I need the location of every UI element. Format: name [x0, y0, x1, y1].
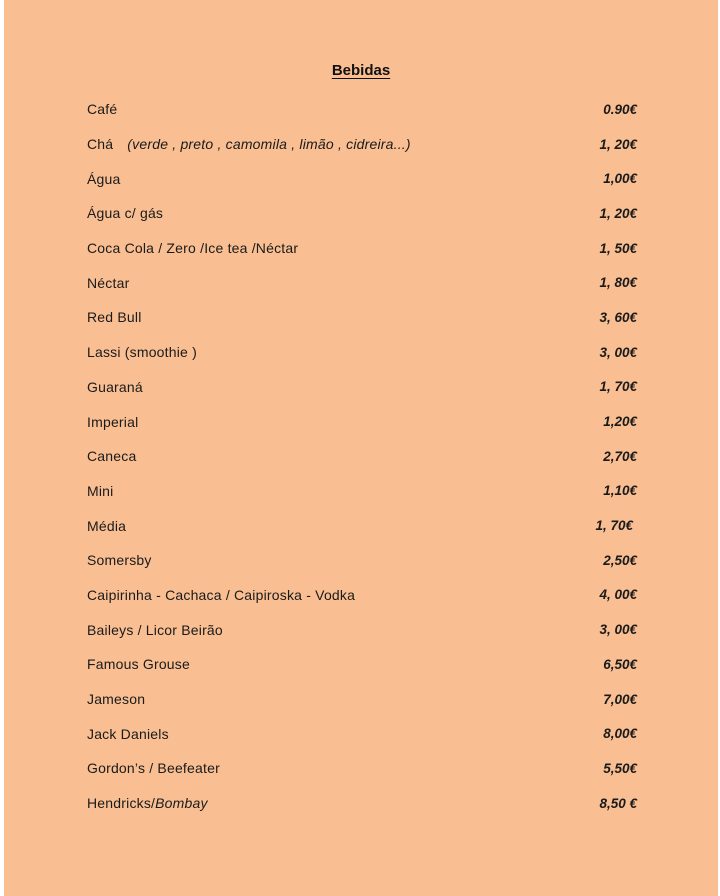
- item-price: 3, 00€: [599, 622, 637, 638]
- list-item: [87, 474, 637, 509]
- list-item: [87, 543, 637, 578]
- menu-title: Bebidas: [331, 62, 391, 79]
- item-name: Imperial: [87, 413, 139, 430]
- item-price: 1, 20€: [599, 205, 637, 221]
- item-name: Red Bull: [87, 309, 142, 326]
- item-name: Jack Daniels: [87, 725, 169, 742]
- item-price: 1, 80€: [599, 275, 637, 291]
- list-item: [87, 716, 637, 751]
- list-item: [87, 196, 637, 231]
- item-name-italic: Bombay: [155, 795, 208, 812]
- item-name: Coca Cola / Zero /Ice tea /Néctar: [87, 240, 299, 257]
- item-price: 2,50€: [603, 552, 637, 568]
- item-price: 0.90€: [603, 101, 637, 117]
- item-name: Água: [87, 170, 121, 187]
- item-name: Somersby: [87, 552, 152, 569]
- item-name: Guaraná: [87, 378, 143, 395]
- list-item: [87, 335, 637, 370]
- list-item: [87, 578, 637, 613]
- list-item: [87, 404, 637, 439]
- item-name: Baileys / Licor Beirão: [87, 621, 223, 638]
- item-name: Água c/ gás: [87, 205, 164, 222]
- item-price: 5,50€: [603, 760, 637, 776]
- list-item: [87, 786, 637, 821]
- list-item: [87, 92, 637, 127]
- list-item: [87, 161, 637, 196]
- item-name: Média: [87, 517, 127, 534]
- drinks-list: [87, 92, 637, 820]
- list-item: [87, 231, 637, 266]
- item-price: 2,70€: [603, 448, 637, 464]
- item-price: 3, 60€: [599, 309, 637, 325]
- item-price: 1, 70€: [595, 518, 633, 534]
- list-item: [87, 370, 637, 405]
- item-price: 1,00€: [603, 171, 637, 187]
- item-name-text: Chá: [87, 136, 114, 153]
- item-name: [87, 795, 208, 811]
- item-price: 8,00€: [603, 726, 637, 742]
- list-item: [87, 265, 637, 300]
- item-name: Néctar: [87, 274, 130, 291]
- item-name: Caipirinha - Cachaca / Caipiroska - Vodka: [87, 586, 356, 603]
- list-item: [87, 300, 637, 335]
- list-item: [87, 127, 637, 162]
- item-name: Café: [87, 101, 118, 118]
- menu-page: [4, 0, 718, 896]
- list-item: [87, 508, 637, 543]
- list-item: [87, 647, 637, 682]
- item-price: 1, 70€: [599, 379, 637, 395]
- item-name: Jameson: [87, 691, 146, 708]
- item-name: Mini: [87, 482, 114, 499]
- item-name: Caneca: [87, 448, 137, 465]
- item-price: 8,50 €: [599, 795, 637, 811]
- item-name: [87, 136, 411, 152]
- item-price: 1, 50€: [599, 240, 637, 256]
- list-item: [87, 682, 637, 717]
- item-price: 4, 00€: [599, 587, 637, 603]
- item-name-text: Hendricks/: [87, 795, 156, 812]
- item-price: 1,20€: [603, 414, 637, 430]
- list-item: [87, 612, 637, 647]
- item-price: 1,10€: [603, 483, 637, 499]
- item-name: Famous Grouse: [87, 656, 190, 673]
- list-item: [87, 439, 637, 474]
- list-item: [87, 751, 637, 786]
- item-name: Gordon’s / Beefeater: [87, 760, 220, 777]
- item-price: 7,00€: [603, 691, 637, 707]
- item-price: 1, 20€: [599, 136, 637, 152]
- item-note: (verde , preto , camomila , limão , cidreira...): [127, 136, 411, 153]
- item-name: Lassi (smoothie ): [87, 344, 197, 361]
- item-price: 3, 00€: [599, 344, 637, 360]
- item-price: 6,50€: [603, 656, 637, 672]
